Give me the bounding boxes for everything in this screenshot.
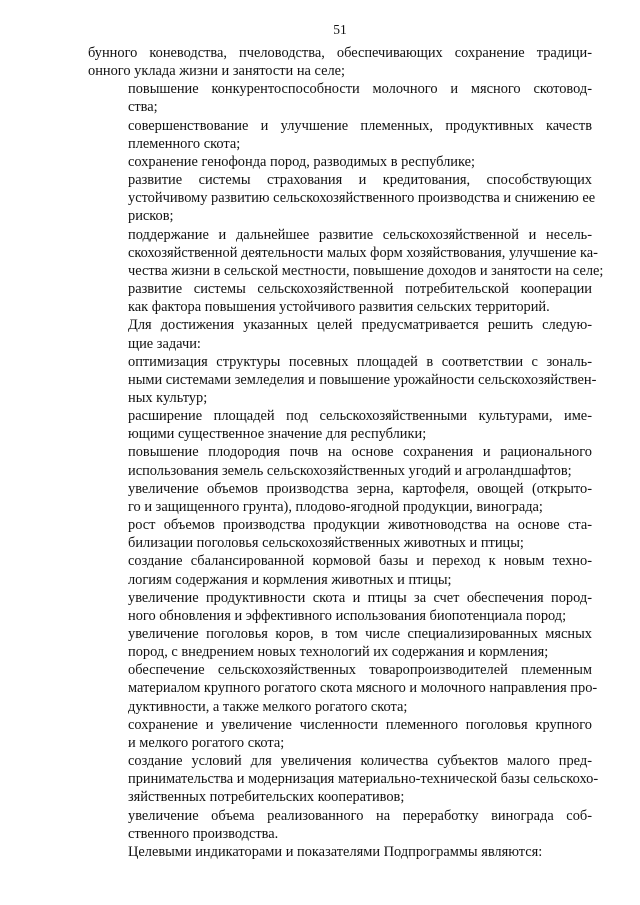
- paragraph: [88, 752, 599, 806]
- text-line: расширение площадей под сельскохозяйственными культурами, име-: [128, 408, 592, 425]
- text-line: поддержание и дальнейшее развитие сельскохозяйственной и несель-: [128, 226, 592, 243]
- text-line: щие задачи:: [128, 335, 201, 352]
- text-line: оптимизация структуры посевных площадей в соответствии с зональ-: [128, 353, 592, 370]
- paragraph: [88, 280, 592, 316]
- paragraph: [88, 407, 592, 443]
- text-line: материалом крупного рогатого скота мясного и молочного направления про-: [128, 680, 598, 697]
- paragraph: [88, 807, 592, 843]
- paragraph: [88, 226, 604, 280]
- text-line: онного уклада жизни и занятости на селе;: [88, 63, 346, 80]
- paragraph: [88, 625, 592, 661]
- text-line: билизации поголовья сельскохозяйственных животных и птицы;: [128, 535, 524, 552]
- document-body: [88, 44, 604, 861]
- text-line: как фактора повышения устойчивого развития сельских территорий.: [128, 299, 550, 316]
- text-line: бунного коневодства, пчеловодства, обеспечивающих сохранение традици-: [88, 45, 592, 61]
- text-line: племенного скота;: [128, 135, 241, 152]
- text-line: чества жизни в сельской местности, повышение доходов и занятости на селе;: [128, 262, 604, 279]
- text-line: повышение конкурентоспособности молочного и мясного скотовод-: [128, 81, 592, 98]
- paragraph: [88, 44, 592, 80]
- paragraph: [88, 589, 592, 625]
- text-line: устойчивому развитию сельскохозяйственного производства и снижению ее: [128, 190, 596, 207]
- paragraph: [88, 443, 592, 479]
- text-line: логиям содержания и кормления животных и птицы;: [128, 571, 452, 588]
- text-line: ственного производства.: [128, 825, 279, 842]
- paragraph: [88, 843, 592, 861]
- text-line: повышение плодородия почв на основе сохранения и рационального: [128, 444, 592, 461]
- paragraph: [88, 80, 592, 116]
- paragraph: [88, 316, 592, 352]
- text-line: ных культур;: [128, 389, 208, 406]
- paragraph: [88, 117, 592, 153]
- paragraph: [88, 716, 592, 752]
- paragraph: [88, 480, 592, 516]
- text-line: развитие системы сельскохозяйственной потребительской кооперации: [128, 281, 592, 298]
- text-line: увеличение продуктивности скота и птицы за счет обеспечения пород-: [128, 589, 592, 606]
- text-line: увеличение поголовья коров, в том числе специализированных мясных: [128, 626, 592, 642]
- text-line: ного обновления и эффективного использования биопотенциала пород;: [128, 607, 567, 624]
- text-line: зяйственных потребительских кооперативов;: [128, 789, 405, 806]
- text-line: рост объемов производства продукции животноводства на основе ста-: [128, 517, 592, 534]
- text-line: использования земель сельскохозяйственных угодий и агроландшафтов;: [128, 462, 572, 479]
- text-line: Для достижения указанных целей предусматривается решить следую-: [128, 317, 592, 334]
- page-number: 51: [333, 22, 347, 37]
- text-line: увеличение объемов производства зерна, картофеля, овощей (открыто-: [128, 480, 592, 497]
- paragraph: [88, 661, 598, 715]
- text-line: создание сбалансированной кормовой базы и переход к новым техно-: [128, 553, 592, 570]
- text-line: сохранение и увеличение численности племенного поголовья крупного: [128, 716, 592, 733]
- text-line: сохранение генофонда пород, разводимых в республике;: [128, 153, 476, 170]
- text-line: ющими существенное значение для республики;: [128, 426, 427, 443]
- text-line: дуктивности, а также мелкого рогатого скота;: [128, 698, 408, 715]
- text-line: го и защищенного грунта), плодово-ягодной продукции, винограда;: [128, 498, 543, 515]
- text-line: обеспечение сельскохозяйственных товаропроизводителей племенным: [128, 662, 592, 679]
- paragraph: [88, 516, 592, 552]
- text-line: ства;: [128, 99, 158, 116]
- paragraph: [88, 552, 592, 588]
- text-line: принимательства и модернизация материально-технической базы сельскохо-: [128, 771, 599, 788]
- text-line: пород, с внедрением новых технологий их содержания и кормления;: [128, 644, 549, 661]
- text-line: совершенствование и улучшение племенных, продуктивных качеств: [128, 117, 592, 134]
- text-line: скохозяйственной деятельности малых форм хозяйствования, улучшение ка-: [128, 244, 598, 261]
- paragraph: [88, 153, 592, 171]
- paragraph: [88, 353, 597, 407]
- text-line: увеличение объема реализованного на переработку винограда соб-: [128, 807, 592, 824]
- text-line: Целевыми индикаторами и показателями Подпрограммы являются:: [128, 843, 543, 860]
- text-line: развитие системы страхования и кредитования, способствующих: [128, 172, 592, 189]
- text-line: создание условий для увеличения количества субъектов малого пред-: [128, 753, 592, 770]
- text-line: рисков;: [128, 208, 174, 225]
- paragraph: [88, 171, 596, 225]
- text-line: и мелкого рогатого скота;: [128, 734, 285, 751]
- text-line: ными системами земледелия и повышение урожайности сельскохозяйствен-: [128, 371, 597, 388]
